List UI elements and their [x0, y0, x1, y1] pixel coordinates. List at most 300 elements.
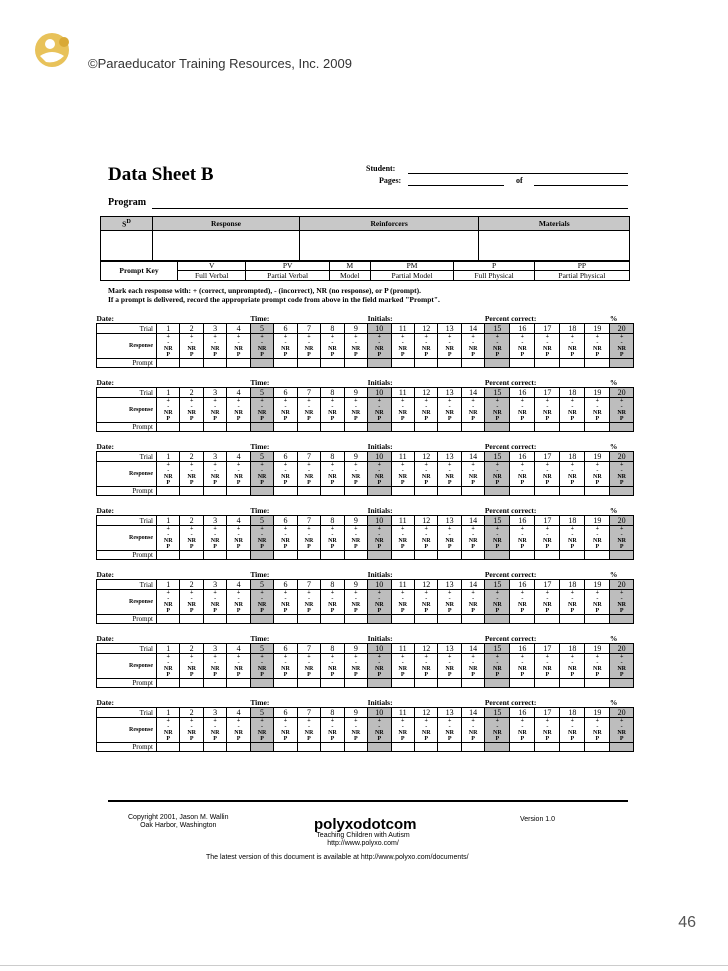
response-cell[interactable]: [368, 590, 391, 615]
code-plus[interactable]: +: [471, 398, 475, 404]
percent-label[interactable]: Percent correct:: [485, 506, 610, 516]
code-p[interactable]: P: [570, 608, 575, 614]
prompt-cell[interactable]: [510, 615, 535, 624]
response-cell[interactable]: [227, 462, 250, 487]
response-cell[interactable]: [485, 398, 510, 423]
code-plus[interactable]: +: [377, 334, 382, 340]
code-plus[interactable]: +: [354, 334, 358, 340]
code-nr[interactable]: NR: [518, 730, 527, 736]
code-plus[interactable]: +: [283, 718, 288, 724]
response-cell[interactable]: [203, 334, 226, 359]
code-minus[interactable]: -: [190, 724, 193, 730]
response-cell[interactable]: [510, 718, 535, 743]
prompt-cell[interactable]: [560, 743, 585, 752]
code-nr[interactable]: NR: [304, 602, 314, 608]
code-minus[interactable]: -: [425, 468, 428, 474]
response-cell[interactable]: [157, 462, 180, 487]
prompt-cell[interactable]: [461, 423, 484, 432]
prompt-cell[interactable]: [585, 615, 610, 624]
code-p[interactable]: P: [354, 736, 358, 742]
code-p[interactable]: P: [495, 736, 500, 742]
response-cell[interactable]: [180, 718, 203, 743]
code-p[interactable]: P: [213, 608, 217, 614]
code-minus[interactable]: -: [214, 340, 217, 346]
code-minus[interactable]: -: [167, 404, 170, 410]
code-minus[interactable]: -: [596, 660, 599, 666]
code-p[interactable]: P: [236, 608, 241, 614]
response-cell[interactable]: [585, 334, 610, 359]
code-plus[interactable]: +: [447, 334, 452, 340]
code-plus[interactable]: +: [330, 590, 335, 596]
code-p[interactable]: P: [471, 608, 475, 614]
code-nr[interactable]: NR: [187, 602, 197, 608]
prompt-cell[interactable]: [203, 679, 226, 688]
response-cell[interactable]: [414, 654, 437, 679]
response-cell[interactable]: [180, 398, 203, 423]
code-plus[interactable]: +: [619, 526, 624, 532]
prompt-cell[interactable]: [391, 679, 414, 688]
reinforcers-cell[interactable]: [299, 230, 479, 261]
code-nr[interactable]: NR: [281, 410, 290, 416]
code-p[interactable]: P: [189, 416, 194, 422]
code-nr[interactable]: NR: [281, 538, 290, 544]
code-plus[interactable]: +: [307, 398, 311, 404]
code-minus[interactable]: -: [261, 596, 264, 602]
prompt-cell[interactable]: [297, 423, 320, 432]
prompt-cell[interactable]: [180, 423, 203, 432]
code-p[interactable]: P: [189, 736, 194, 742]
code-plus[interactable]: +: [401, 526, 405, 532]
response-cell[interactable]: [438, 654, 461, 679]
response-cell[interactable]: [414, 590, 437, 615]
initials-label[interactable]: Initials:: [368, 698, 485, 708]
code-nr[interactable]: NR: [163, 474, 173, 480]
code-plus[interactable]: +: [236, 526, 241, 532]
code-nr[interactable]: NR: [493, 538, 502, 544]
code-minus[interactable]: -: [521, 532, 524, 538]
percent-label[interactable]: Percent correct:: [485, 378, 610, 388]
code-minus[interactable]: -: [167, 532, 170, 538]
response-cell[interactable]: [560, 334, 585, 359]
code-minus[interactable]: -: [401, 468, 404, 474]
code-plus[interactable]: +: [520, 718, 525, 724]
prompt-cell[interactable]: [297, 615, 320, 624]
code-plus[interactable]: +: [570, 526, 575, 532]
prompt-cell[interactable]: [321, 423, 344, 432]
code-p[interactable]: P: [545, 608, 550, 614]
code-nr[interactable]: NR: [518, 346, 527, 352]
code-nr[interactable]: NR: [445, 410, 454, 416]
response-cell[interactable]: [344, 590, 367, 615]
code-nr[interactable]: NR: [210, 474, 220, 480]
prompt-cell[interactable]: [461, 359, 484, 368]
code-p[interactable]: P: [424, 608, 429, 614]
code-plus[interactable]: +: [570, 718, 575, 724]
code-p[interactable]: P: [447, 608, 452, 614]
code-plus[interactable]: +: [354, 526, 358, 532]
code-nr[interactable]: NR: [493, 730, 502, 736]
code-nr[interactable]: NR: [187, 730, 197, 736]
code-nr[interactable]: NR: [593, 602, 602, 608]
code-nr[interactable]: NR: [281, 346, 290, 352]
code-plus[interactable]: +: [330, 654, 335, 660]
code-nr[interactable]: NR: [617, 602, 626, 608]
code-p[interactable]: P: [619, 608, 624, 614]
code-minus[interactable]: -: [331, 724, 334, 730]
code-plus[interactable]: +: [166, 398, 170, 404]
response-cell[interactable]: [157, 334, 180, 359]
percent-label[interactable]: Percent correct:: [485, 570, 610, 580]
code-minus[interactable]: -: [571, 404, 574, 410]
prompt-cell[interactable]: [585, 679, 610, 688]
date-label[interactable]: Date:: [97, 442, 251, 452]
initials-label[interactable]: Initials:: [368, 442, 485, 452]
code-plus[interactable]: +: [283, 654, 288, 660]
code-plus[interactable]: +: [189, 590, 194, 596]
code-minus[interactable]: -: [354, 340, 357, 346]
code-nr[interactable]: NR: [398, 410, 408, 416]
code-minus[interactable]: -: [354, 404, 357, 410]
date-label[interactable]: Date:: [97, 314, 251, 324]
code-plus[interactable]: +: [495, 718, 500, 724]
code-minus[interactable]: -: [496, 468, 499, 474]
prompt-cell[interactable]: [250, 359, 273, 368]
prompt-cell[interactable]: [274, 423, 297, 432]
response-cell[interactable]: [438, 462, 461, 487]
code-minus[interactable]: -: [425, 532, 428, 538]
code-plus[interactable]: +: [307, 590, 311, 596]
response-cell[interactable]: [485, 654, 510, 679]
code-nr[interactable]: NR: [468, 346, 478, 352]
code-minus[interactable]: -: [261, 724, 264, 730]
code-p[interactable]: P: [471, 736, 475, 742]
prompt-cell[interactable]: [414, 423, 437, 432]
code-p[interactable]: P: [495, 416, 500, 422]
response-cell[interactable]: [297, 654, 320, 679]
response-cell[interactable]: [461, 718, 484, 743]
code-minus[interactable]: -: [620, 532, 623, 538]
code-minus[interactable]: -: [425, 724, 428, 730]
code-p[interactable]: P: [619, 416, 624, 422]
response-cell[interactable]: [344, 526, 367, 551]
code-p[interactable]: P: [447, 416, 452, 422]
prompt-cell[interactable]: [250, 615, 273, 624]
response-cell[interactable]: [485, 526, 510, 551]
code-plus[interactable]: +: [189, 654, 194, 660]
code-plus[interactable]: +: [236, 398, 241, 404]
code-nr[interactable]: NR: [617, 410, 626, 416]
code-nr[interactable]: NR: [257, 474, 267, 480]
response-cell[interactable]: [180, 334, 203, 359]
response-cell[interactable]: [585, 462, 610, 487]
prompt-cell[interactable]: [438, 551, 461, 560]
code-p[interactable]: P: [447, 544, 452, 550]
code-minus[interactable]: -: [546, 340, 549, 346]
prompt-cell[interactable]: [461, 615, 484, 624]
code-p[interactable]: P: [377, 736, 382, 742]
code-minus[interactable]: -: [167, 340, 170, 346]
code-plus[interactable]: +: [213, 590, 217, 596]
code-p[interactable]: P: [330, 672, 335, 678]
percent-label[interactable]: Percent correct:: [485, 442, 610, 452]
code-plus[interactable]: +: [166, 718, 170, 724]
prompt-cell[interactable]: [180, 615, 203, 624]
response-cell[interactable]: [391, 654, 414, 679]
prompt-cell[interactable]: [414, 743, 437, 752]
code-nr[interactable]: NR: [210, 730, 220, 736]
code-minus[interactable]: -: [496, 724, 499, 730]
code-nr[interactable]: NR: [374, 410, 384, 416]
code-p[interactable]: P: [520, 352, 525, 358]
code-nr[interactable]: NR: [234, 666, 243, 672]
code-minus[interactable]: -: [448, 532, 451, 538]
code-p[interactable]: P: [595, 672, 600, 678]
code-plus[interactable]: +: [260, 718, 264, 724]
response-cell[interactable]: [485, 334, 510, 359]
code-nr[interactable]: NR: [518, 666, 527, 672]
prompt-cell[interactable]: [461, 743, 484, 752]
code-plus[interactable]: +: [545, 462, 550, 468]
response-cell[interactable]: [461, 654, 484, 679]
code-minus[interactable]: -: [190, 468, 193, 474]
initials-label[interactable]: Initials:: [368, 570, 485, 580]
code-nr[interactable]: NR: [445, 346, 454, 352]
time-label[interactable]: Time:: [250, 698, 367, 708]
code-minus[interactable]: -: [190, 660, 193, 666]
prompt-cell[interactable]: [297, 359, 320, 368]
response-cell[interactable]: [585, 718, 610, 743]
prompt-cell[interactable]: [560, 423, 585, 432]
response-cell[interactable]: [560, 526, 585, 551]
initials-label[interactable]: Initials:: [368, 314, 485, 324]
response-cell[interactable]: [180, 462, 203, 487]
code-nr[interactable]: NR: [543, 602, 552, 608]
code-p[interactable]: P: [166, 352, 171, 358]
code-nr[interactable]: NR: [234, 410, 243, 416]
response-cell[interactable]: [610, 526, 634, 551]
code-minus[interactable]: -: [261, 340, 264, 346]
code-nr[interactable]: NR: [421, 346, 431, 352]
code-plus[interactable]: +: [166, 590, 170, 596]
code-p[interactable]: P: [520, 416, 525, 422]
response-cell[interactable]: [535, 654, 560, 679]
code-nr[interactable]: NR: [593, 346, 602, 352]
date-label[interactable]: Date:: [97, 378, 251, 388]
prompt-cell[interactable]: [157, 743, 180, 752]
prompt-cell[interactable]: [461, 679, 484, 688]
code-nr[interactable]: NR: [304, 538, 314, 544]
prompt-cell[interactable]: [227, 423, 250, 432]
response-cell[interactable]: [535, 398, 560, 423]
code-minus[interactable]: -: [401, 532, 404, 538]
code-plus[interactable]: +: [213, 334, 217, 340]
code-p[interactable]: P: [283, 480, 288, 486]
prompt-cell[interactable]: [485, 679, 510, 688]
prompt-cell[interactable]: [157, 423, 180, 432]
code-minus[interactable]: -: [472, 468, 475, 474]
response-cell[interactable]: [227, 398, 250, 423]
code-minus[interactable]: -: [448, 340, 451, 346]
initials-label[interactable]: Initials:: [368, 378, 485, 388]
code-plus[interactable]: +: [330, 398, 335, 404]
response-cell[interactable]: [610, 462, 634, 487]
code-nr[interactable]: NR: [234, 346, 243, 352]
prompt-cell[interactable]: [535, 423, 560, 432]
response-cell[interactable]: [321, 526, 344, 551]
response-cell[interactable]: [153, 230, 300, 261]
code-minus[interactable]: -: [596, 468, 599, 474]
prompt-cell[interactable]: [368, 423, 391, 432]
code-p[interactable]: P: [307, 544, 311, 550]
response-cell[interactable]: [610, 590, 634, 615]
code-nr[interactable]: NR: [398, 666, 408, 672]
response-cell[interactable]: [485, 590, 510, 615]
response-cell[interactable]: [297, 718, 320, 743]
code-plus[interactable]: +: [595, 398, 600, 404]
code-minus[interactable]: -: [401, 404, 404, 410]
code-minus[interactable]: -: [284, 340, 287, 346]
code-p[interactable]: P: [570, 416, 575, 422]
prompt-cell[interactable]: [344, 551, 367, 560]
code-nr[interactable]: NR: [304, 346, 314, 352]
code-p[interactable]: P: [166, 736, 171, 742]
response-cell[interactable]: [510, 526, 535, 551]
code-minus[interactable]: -: [354, 468, 357, 474]
code-p[interactable]: P: [166, 480, 171, 486]
response-cell[interactable]: [274, 654, 297, 679]
code-minus[interactable]: -: [448, 724, 451, 730]
code-p[interactable]: P: [400, 736, 405, 742]
code-minus[interactable]: -: [284, 532, 287, 538]
code-p[interactable]: P: [377, 352, 382, 358]
code-plus[interactable]: +: [545, 590, 550, 596]
prompt-cell[interactable]: [560, 487, 585, 496]
code-plus[interactable]: +: [570, 654, 575, 660]
prompt-cell[interactable]: [391, 743, 414, 752]
prompt-cell[interactable]: [203, 423, 226, 432]
code-p[interactable]: P: [283, 672, 288, 678]
code-nr[interactable]: NR: [328, 602, 337, 608]
code-nr[interactable]: NR: [398, 730, 408, 736]
code-p[interactable]: P: [424, 544, 429, 550]
code-nr[interactable]: NR: [518, 410, 527, 416]
prompt-cell[interactable]: [227, 679, 250, 688]
date-label[interactable]: Date:: [97, 698, 251, 708]
code-p[interactable]: P: [260, 544, 264, 550]
code-nr[interactable]: NR: [257, 538, 267, 544]
code-p[interactable]: P: [166, 608, 171, 614]
code-plus[interactable]: +: [545, 654, 550, 660]
code-plus[interactable]: +: [545, 526, 550, 532]
response-cell[interactable]: [461, 398, 484, 423]
code-nr[interactable]: NR: [304, 666, 314, 672]
response-cell[interactable]: [344, 334, 367, 359]
prompt-cell[interactable]: [344, 679, 367, 688]
code-nr[interactable]: NR: [468, 730, 478, 736]
code-plus[interactable]: +: [424, 526, 428, 532]
code-nr[interactable]: NR: [351, 730, 361, 736]
percent-label[interactable]: Percent correct:: [485, 314, 610, 324]
code-minus[interactable]: -: [546, 404, 549, 410]
code-plus[interactable]: +: [401, 654, 405, 660]
code-plus[interactable]: +: [307, 654, 311, 660]
code-p[interactable]: P: [447, 736, 452, 742]
code-p[interactable]: P: [354, 544, 358, 550]
code-nr[interactable]: NR: [568, 538, 577, 544]
code-minus[interactable]: -: [425, 660, 428, 666]
code-minus[interactable]: -: [167, 660, 170, 666]
code-p[interactable]: P: [471, 672, 475, 678]
code-nr[interactable]: NR: [374, 538, 384, 544]
code-p[interactable]: P: [545, 544, 550, 550]
code-plus[interactable]: +: [307, 334, 311, 340]
code-plus[interactable]: +: [595, 718, 600, 724]
code-p[interactable]: P: [354, 672, 358, 678]
code-minus[interactable]: -: [378, 660, 381, 666]
code-p[interactable]: P: [189, 544, 194, 550]
code-nr[interactable]: NR: [493, 666, 502, 672]
code-plus[interactable]: +: [236, 590, 241, 596]
code-nr[interactable]: NR: [593, 410, 602, 416]
response-cell[interactable]: [560, 398, 585, 423]
response-cell[interactable]: [157, 718, 180, 743]
code-nr[interactable]: NR: [568, 602, 577, 608]
response-cell[interactable]: [321, 590, 344, 615]
prompt-cell[interactable]: [344, 487, 367, 496]
code-nr[interactable]: NR: [543, 410, 552, 416]
prompt-cell[interactable]: [321, 743, 344, 752]
code-nr[interactable]: NR: [328, 730, 337, 736]
code-p[interactable]: P: [495, 544, 500, 550]
prompt-cell[interactable]: [250, 551, 273, 560]
response-cell[interactable]: [414, 526, 437, 551]
code-minus[interactable]: -: [354, 532, 357, 538]
code-nr[interactable]: NR: [593, 730, 602, 736]
code-p[interactable]: P: [330, 608, 335, 614]
code-nr[interactable]: NR: [374, 666, 384, 672]
code-p[interactable]: P: [260, 352, 264, 358]
code-nr[interactable]: NR: [445, 602, 454, 608]
code-plus[interactable]: +: [520, 590, 525, 596]
prompt-cell[interactable]: [610, 743, 634, 752]
code-nr[interactable]: NR: [234, 730, 243, 736]
response-cell[interactable]: [321, 398, 344, 423]
response-cell[interactable]: [485, 462, 510, 487]
code-minus[interactable]: -: [190, 596, 193, 602]
code-p[interactable]: P: [213, 416, 217, 422]
code-plus[interactable]: +: [283, 334, 288, 340]
code-p[interactable]: P: [619, 672, 624, 678]
code-p[interactable]: P: [260, 736, 264, 742]
code-plus[interactable]: +: [330, 526, 335, 532]
code-minus[interactable]: -: [331, 404, 334, 410]
date-label[interactable]: Date:: [97, 506, 251, 516]
code-plus[interactable]: +: [495, 462, 500, 468]
response-cell[interactable]: [438, 398, 461, 423]
code-p[interactable]: P: [400, 352, 405, 358]
code-nr[interactable]: NR: [351, 474, 361, 480]
code-plus[interactable]: +: [424, 590, 428, 596]
code-p[interactable]: P: [520, 736, 525, 742]
code-minus[interactable]: -: [620, 468, 623, 474]
code-minus[interactable]: -: [620, 404, 623, 410]
prompt-cell[interactable]: [510, 359, 535, 368]
prompt-cell[interactable]: [180, 743, 203, 752]
response-cell[interactable]: [560, 590, 585, 615]
prompt-cell[interactable]: [510, 679, 535, 688]
code-minus[interactable]: -: [378, 724, 381, 730]
code-minus[interactable]: -: [307, 468, 310, 474]
